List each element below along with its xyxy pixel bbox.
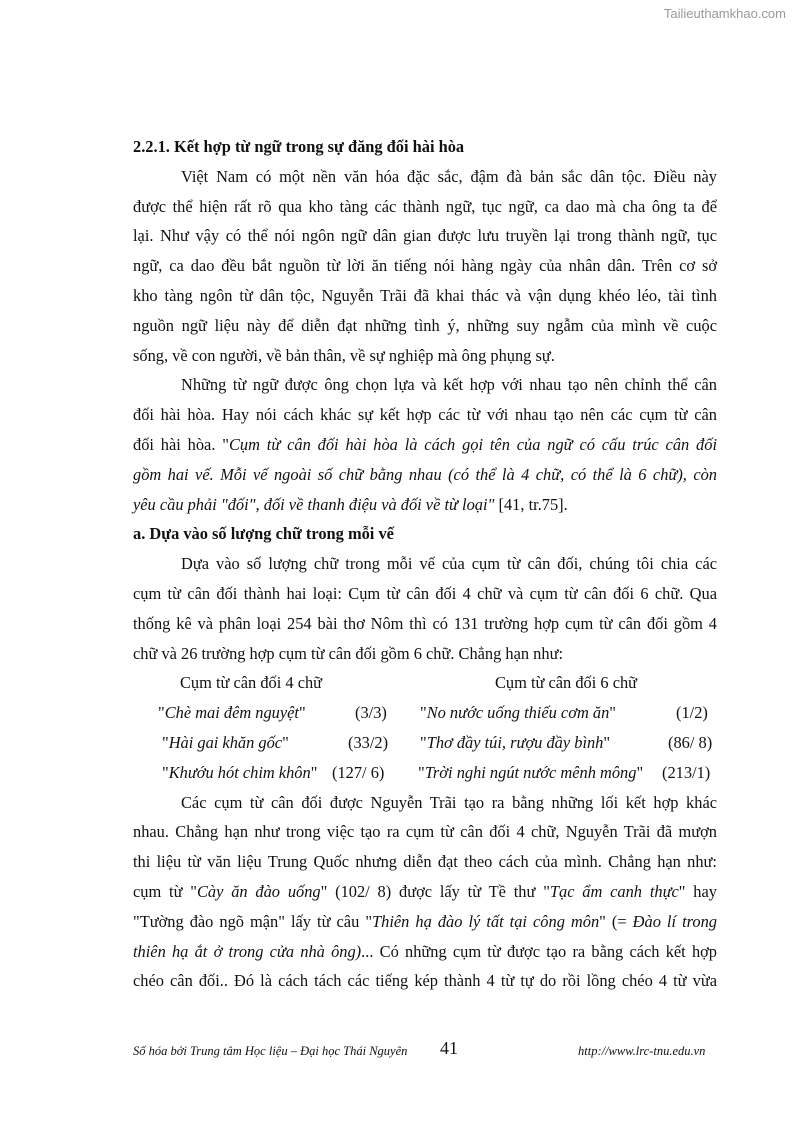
paragraph-line: sống, về con người, về bản thân, về sự nghiệp mà ông phụng sự.: [133, 345, 555, 365]
paragraph-line: thi liệu từ văn liệu Trung Quốc nhưng diễn đạt theo cách của mình. Chẳng hạn như:: [133, 852, 717, 872]
paragraph-line: cụm từ cân đối thành hai loại: Cụm từ cân đối 4 chữ và cụm từ cân đối 6 chữ. Qua: [133, 583, 717, 603]
example-right-ref: (1/2): [676, 703, 708, 723]
footer-url: http://www.lrc-tnu.edu.vn: [578, 1044, 706, 1058]
citation: [41, tr.75].: [494, 494, 568, 514]
paragraph-line: Việt Nam có một nền văn hóa đặc sắc, đậm đà bản sắc dân tộc. Điều này: [181, 166, 717, 186]
paragraph-4: [133, 788, 717, 997]
example-row: [133, 728, 717, 758]
paragraph-line: nhau. Chẳng hạn như trong việc tạo ra cụm từ cân đối 4 chữ, Nguyễn Trãi đã mượn: [133, 822, 717, 842]
watermark-text: Tailieuthamkhao.com: [663, 6, 786, 21]
subsection-heading: a. Dựa vào số lượng chữ trong mỗi vế: [133, 524, 394, 544]
examples-header: [133, 668, 717, 698]
example-row: [133, 698, 717, 728]
paragraph-3: [133, 549, 717, 668]
paragraph-line: Các cụm từ cân đối được Nguyễn Trãi tạo ra bằng những lối kết hợp khác: [181, 792, 717, 812]
paragraph-line: [133, 490, 717, 520]
paragraph-line: đối hài hòa. Hay nói cách khác sự kết hợp các từ với nhau tạo nên các cụm từ cân: [133, 405, 717, 425]
page-number: 41: [440, 1038, 458, 1058]
paragraph-line: Dựa vào số lượng chữ trong mỗi vế của cụm từ cân đối, chúng tôi chia các: [181, 554, 717, 574]
page-footer: [0, 1038, 794, 1068]
paragraph-line: thống kê và phân loại 254 bài thơ Nôm thì có 131 trường hợp cụm từ cân đối gồm 4: [133, 613, 717, 633]
column-header-left: Cụm từ cân đối 4 chữ: [180, 673, 323, 693]
paragraph-line: "Tường đào ngõ mận" lấy từ câu "Thiên hạ đào lý tất tại công môn" (= Đào lí trong: [133, 911, 717, 931]
paragraph-line: kho tàng ngôn từ dân tộc, Nguyễn Trãi đã khai thác và vận dụng khéo léo, tài tình: [133, 285, 717, 305]
example-right: "No nước uống thiếu cơm ăn": [420, 703, 616, 723]
paragraph-line: nguồn ngữ liệu này để diễn đạt những tình ý, những suy ngẫm của mình về cuộc: [133, 315, 717, 335]
example-right-ref: (213/1): [662, 762, 711, 782]
section-heading: 2.2.1. Kết hợp từ ngữ trong sự đăng đối hài hòa: [133, 137, 465, 156]
paragraph-line: Những từ ngữ được ông chọn lựa và kết hợp với nhau tạo nên chỉnh thể cân: [181, 375, 717, 395]
paragraph-line: được thể hiện rất rõ qua kho tàng các thành ngữ, tục ngữ, ca dao mà cha ông ta để: [133, 196, 717, 216]
quote-text: Cụm từ cân đối hài hòa là cách gọi tên của ngữ có cấu trúc cân đối: [228, 434, 718, 454]
paragraph-line: lại. Như vậy có thể nói ngôn ngữ dân gian được lưu truyền lại trong thành ngữ, tục: [133, 226, 717, 246]
footer-source: Số hóa bởi Trung tâm Học liệu – Đại học Thái Nguyên: [133, 1044, 408, 1058]
paragraph-line: ngữ, ca dao đều bắt nguồn từ lời ăn tiếng nói hàng ngày của nhân dân. Trên cơ sở: [133, 256, 717, 276]
example-left-ref: (3/3): [355, 703, 387, 723]
quote-line: gồm hai vế. Mỗi vế ngoài số chữ bằng nhau (có thể là 4 chữ, có thể là 6 chữ), còn: [133, 464, 717, 484]
paragraph-line: thiên hạ ắt ở trong cửa nhà ông)... Có những cụm từ được tạo ra bằng cách kết hợp: [133, 941, 718, 961]
example-left: "Hài gai khăn gốc": [162, 732, 289, 752]
paragraph-line: chéo cân đối.. Đó là cách tách các tiếng kép thành 4 từ tự do rồi lồng chéo 4 từ vừa: [133, 971, 717, 991]
paragraph-1: [133, 162, 717, 371]
paragraph-2: [133, 370, 717, 519]
example-right-ref: (86/ 8): [668, 732, 713, 752]
example-left: "Khướu hót chim khôn": [162, 762, 318, 782]
text-run: đối hài hòa. ": [133, 434, 229, 454]
example-right: "Trời nghi ngút nước mênh mông": [418, 762, 644, 782]
paragraph-line: cụm từ "Cày ăn đào uống" (102/ 8) được lấy từ Tề thư "Tạc ẩm canh thực" hay: [133, 881, 717, 901]
example-row: [133, 758, 717, 788]
example-left-ref: (33/2): [348, 732, 389, 752]
column-header-right: Cụm từ cân đối 6 chữ: [495, 673, 638, 693]
page-body: [133, 132, 717, 996]
quote-text: yêu cầu phải "đối", đối về thanh điệu và đối về từ loại": [133, 494, 495, 514]
paragraph-line: chữ và 26 trường hợp cụm từ cân đối gồm 6 chữ. Chẳng hạn như:: [133, 643, 564, 663]
examples-table: [133, 668, 717, 787]
example-left-ref: (127/ 6): [332, 762, 385, 782]
example-left: "Chè mai đêm nguyệt": [158, 703, 306, 723]
example-right: "Thơ đầy túi, rượu đầy bình": [420, 732, 611, 752]
paragraph-line: [133, 430, 717, 460]
